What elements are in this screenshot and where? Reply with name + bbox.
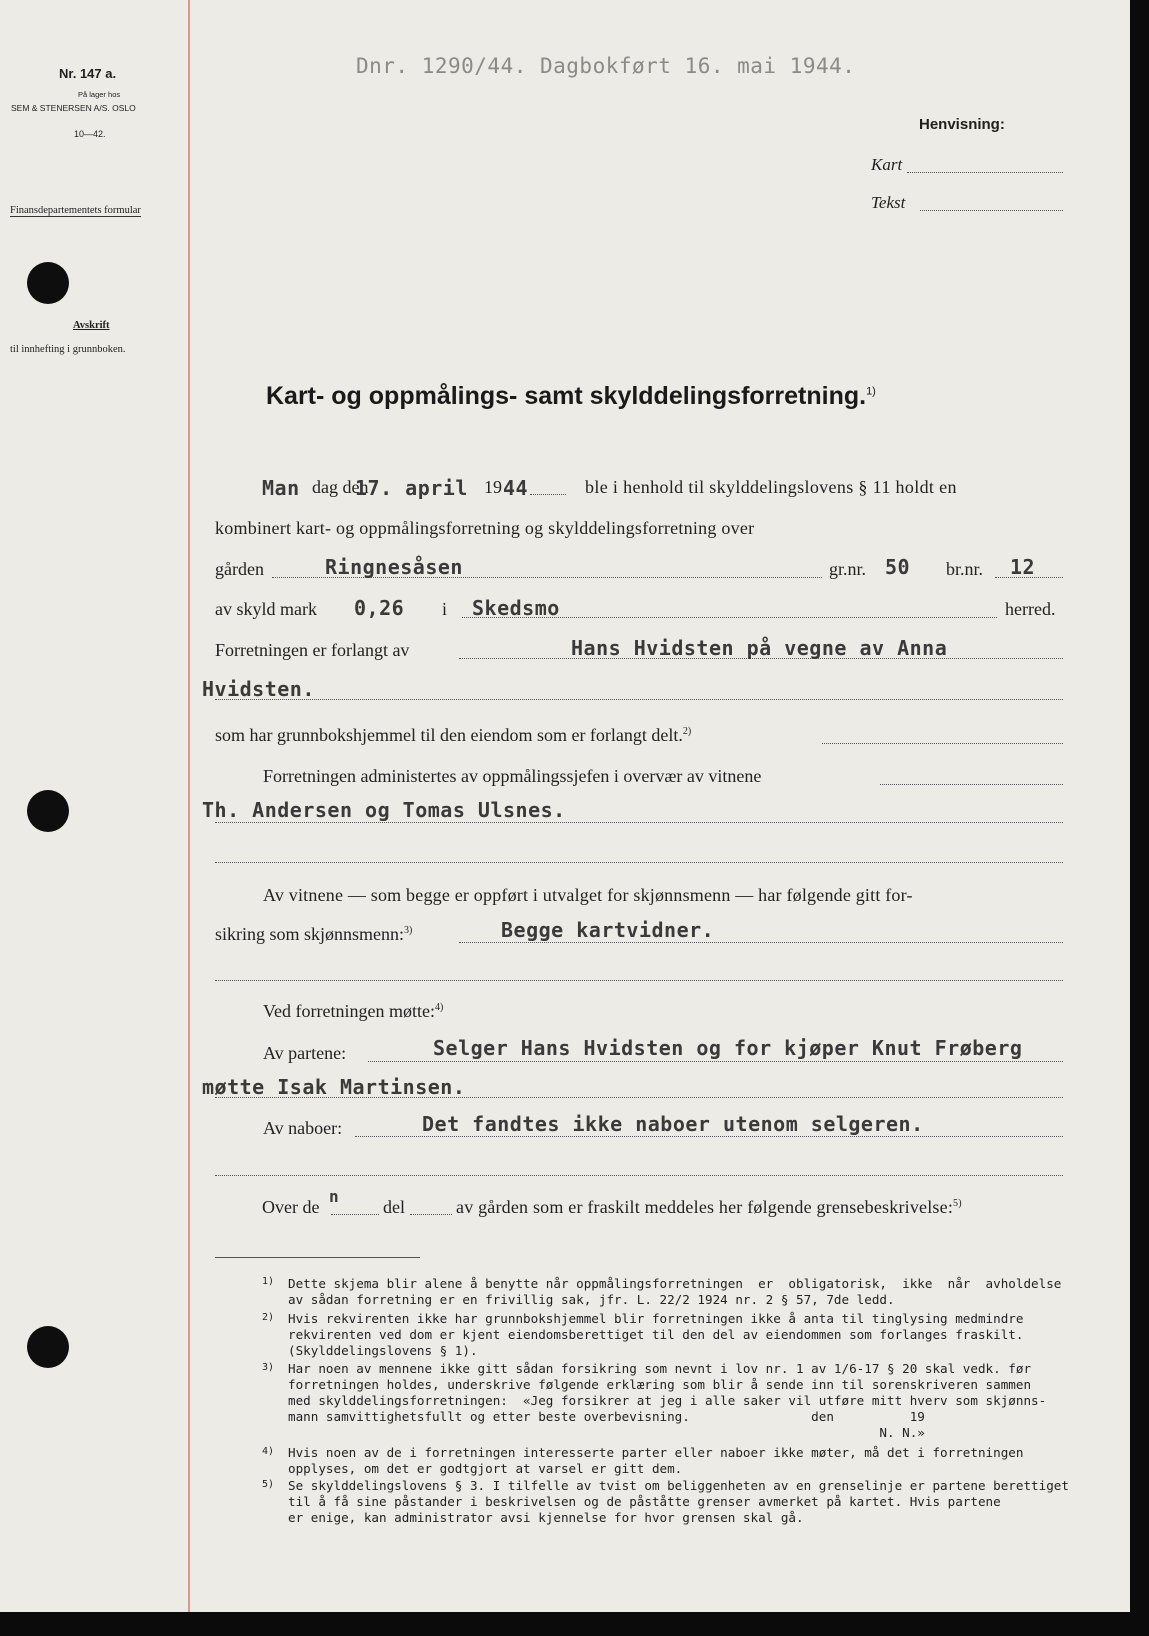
requested-label: Forretningen er forlangt av [215, 640, 410, 660]
year-prefix: 19 [484, 477, 502, 497]
punch-hole-middle [27, 790, 69, 832]
witness-field[interactable] [880, 784, 1063, 785]
boundary-footnote-ref: 5) [953, 1198, 962, 1209]
line2-text: kombinert kart- og oppmålingsforretning og skylddelingsforretning over [215, 518, 755, 538]
requested-field-2[interactable] [215, 699, 1063, 700]
boundary-text-main: av gården som er fraskilt meddeles her følgende grensebeskrivelse: [456, 1197, 954, 1217]
text-reference-label: Tekst [871, 193, 906, 212]
footnote-4-line-2: opplyses, om det er godtgjort at varsel er gitt dem. [288, 1461, 683, 1476]
text-reference-field[interactable] [920, 210, 1063, 211]
bnr-value: 12 [1010, 555, 1036, 579]
footnote-1-line-2: av sådan forretning er en frivillig sak, jfr. L. 22/2 1924 nr. 2 § 57, 7de ledd. [288, 1292, 895, 1307]
skyld-in-label: i [442, 599, 448, 619]
form-number: Nr. 147 a. [59, 66, 117, 81]
neighbours-value: Det fandtes ikke naboer utenom selgeren. [422, 1112, 924, 1136]
farm-label: gården [215, 559, 264, 579]
assessors-label [215, 924, 412, 945]
date-value: 17. april [355, 476, 468, 500]
requested-value-1: Hans Hvidsten på vegne av Anna [571, 636, 948, 660]
assessors-label-text: sikring som skjønnsmenn: [215, 924, 405, 944]
footnote-2-line-2: rekvirenten ved dom er kjent eiendomsberettiget til den del av eiendommen som forlanges fraskilt. [288, 1327, 1024, 1342]
assessors-field[interactable] [459, 942, 1063, 943]
title-text: Kart- og oppmålings- samt skylddelingsforretning. [266, 382, 867, 410]
punch-hole-bottom [27, 1326, 69, 1368]
copy-label: Avskrift [73, 320, 110, 331]
footnote-5-line-3: er enige, kan administrator avsi kjennelse for hvor grensen skal gå. [288, 1510, 804, 1525]
footnote-3-number: 3) [262, 1362, 275, 1373]
witness-field-2[interactable] [215, 822, 1063, 823]
weekday-value: Man [262, 476, 300, 500]
boundary-over-value: n [329, 1187, 340, 1206]
skyld-label: av skyld mark [215, 599, 317, 619]
ownership-field[interactable] [822, 743, 1063, 744]
herred-label: herred. [1005, 599, 1056, 619]
boundary-over-label: Over de [262, 1197, 320, 1217]
form-date: 10—42. [74, 129, 106, 139]
witnesses-value: Th. Andersen og Tomas Ulsnes. [202, 798, 566, 822]
form-issuer: Finansdepartementets formular [10, 205, 141, 216]
registration-stamp: Dnr. 1290/44. Dagbokført 16. mai 1944. [356, 54, 856, 78]
gnr-label: gr.nr. [829, 559, 867, 579]
neighbours-field[interactable] [355, 1136, 1063, 1137]
margin-rule [188, 0, 190, 1612]
municipality-value: Skedsmo [472, 596, 560, 620]
footnote-1-line-1: Dette skjema blir alene å benytte når oppmålingsforretningen er obligatorisk, ikke når avholdelse [288, 1276, 1062, 1291]
copy-purpose: til innhefting i grunnboken. [10, 344, 126, 355]
line1-text: ble i henhold til skylddelingslovens § 11 holdt en [585, 477, 957, 497]
reference-label: Henvisning: [919, 116, 1005, 133]
footnote-5-line-1: Se skylddelingslovens § 3. I tilfelle av tvist om beliggenheten av en grenselinje er partene berettiget [288, 1478, 1069, 1493]
farm-name-value: Ringnesåsen [325, 555, 463, 579]
footnote-3-line-3: med skylddelingsforretningen: «Jeg forsikrer at jeg i alle saker vil utføre mitt hverv som skjønns- [288, 1393, 1047, 1408]
administered-text: Forretningen administertes av oppmålingssjefen i overvær av vitnene [263, 766, 762, 786]
footnote-4-number: 4) [262, 1446, 275, 1457]
footnote-2-number: 2) [262, 1312, 275, 1323]
ownership-footnote-ref: 2) [682, 726, 692, 737]
title-footnote-ref: 1) [866, 385, 876, 398]
assessors-text: Av vitnene — som begge er oppført i utvalget for skjønnsmenn — har følgende gitt for- [263, 885, 913, 905]
attended-footnote-ref: 4) [434, 1002, 444, 1013]
publisher-line-1: På lager hos [78, 90, 121, 99]
skyld-value: 0,26 [354, 596, 405, 620]
footnote-3-line-2: forretningen holdes, underskrive følgende erklæring som blir å sende inn til sorenskriveren sammen [288, 1377, 1032, 1392]
attended-label-text: Ved forretningen møtte: [263, 1001, 435, 1021]
footnote-4-line-1: Hvis noen av de i forretningen interesserte parter eller naboer ikke møter, må det i forretningen [288, 1445, 1024, 1460]
assessors-field-2[interactable] [215, 980, 1063, 981]
boundary-del-field[interactable] [410, 1214, 452, 1215]
year-value: 44 [503, 476, 529, 500]
neighbours-field-2[interactable] [215, 1175, 1063, 1176]
parties-field[interactable] [368, 1061, 1063, 1062]
parties-label: Av partene: [263, 1043, 347, 1063]
footnote-2-line-1: Hvis rekvirenten ikke har grunnbokshjemmel blir forretningen ikke å anta til tinglysing medmindre [288, 1311, 1024, 1326]
parties-value-1: Selger Hans Hvidsten og for kjøper Knut Frøberg [433, 1036, 1023, 1060]
boundary-del-label: del [383, 1197, 405, 1217]
municipality-field[interactable] [462, 617, 997, 618]
witness-field-3[interactable] [215, 862, 1063, 863]
ownership-text [215, 725, 691, 746]
map-reference-label: Kart [871, 155, 903, 174]
day-label: dag den [312, 477, 369, 497]
assessors-footnote-ref: 3) [404, 925, 413, 936]
footnote-rule [215, 1257, 420, 1258]
assessors-value: Begge kartvidner. [501, 918, 715, 942]
map-reference-field[interactable] [907, 172, 1063, 173]
footnote-3-line-5: N. N.» [288, 1425, 925, 1440]
attended-label [263, 1001, 443, 1022]
parties-field-2[interactable] [215, 1097, 1063, 1098]
boundary-share-field[interactable] [331, 1214, 379, 1215]
footnote-3-line-1: Har noen av mennene ikke gitt sådan forsikring som nevnt i lov nr. 1 av 1/6-17 § 20 skal vedk. før [288, 1361, 1032, 1376]
ownership-statement: som har grunnbokshjemmel til den eiendom som er forlangt delt. [215, 725, 683, 745]
footnote-1-number: 1) [262, 1276, 275, 1287]
footnote-5-number: 5) [262, 1479, 275, 1490]
requested-value-2: Hvidsten. [202, 677, 315, 701]
punch-hole-top [27, 262, 69, 304]
footnote-3-line-4: mann samvittighetsfullt og etter beste overbevisning. den 19 [288, 1409, 925, 1424]
footnote-5-line-2: til å få sine påstander i beskrivelsen og de påståtte grenser avmerket på kartet. Hvis partene [288, 1494, 1001, 1509]
publisher-line-2: SEM & STENERSEN A/S. OSLO [11, 103, 136, 113]
boundary-text [456, 1197, 962, 1218]
footnote-2-line-3: (Skylddelingslovens § 1). [288, 1343, 478, 1358]
bnr-label: br.nr. [946, 559, 984, 579]
neighbours-label: Av naboer: [263, 1118, 343, 1138]
gnr-value: 50 [885, 555, 911, 579]
document-title [266, 382, 876, 411]
parties-value-2: møtte Isak Martinsen. [202, 1075, 466, 1099]
year-field[interactable] [530, 494, 566, 495]
bnr-field[interactable] [995, 577, 1063, 578]
